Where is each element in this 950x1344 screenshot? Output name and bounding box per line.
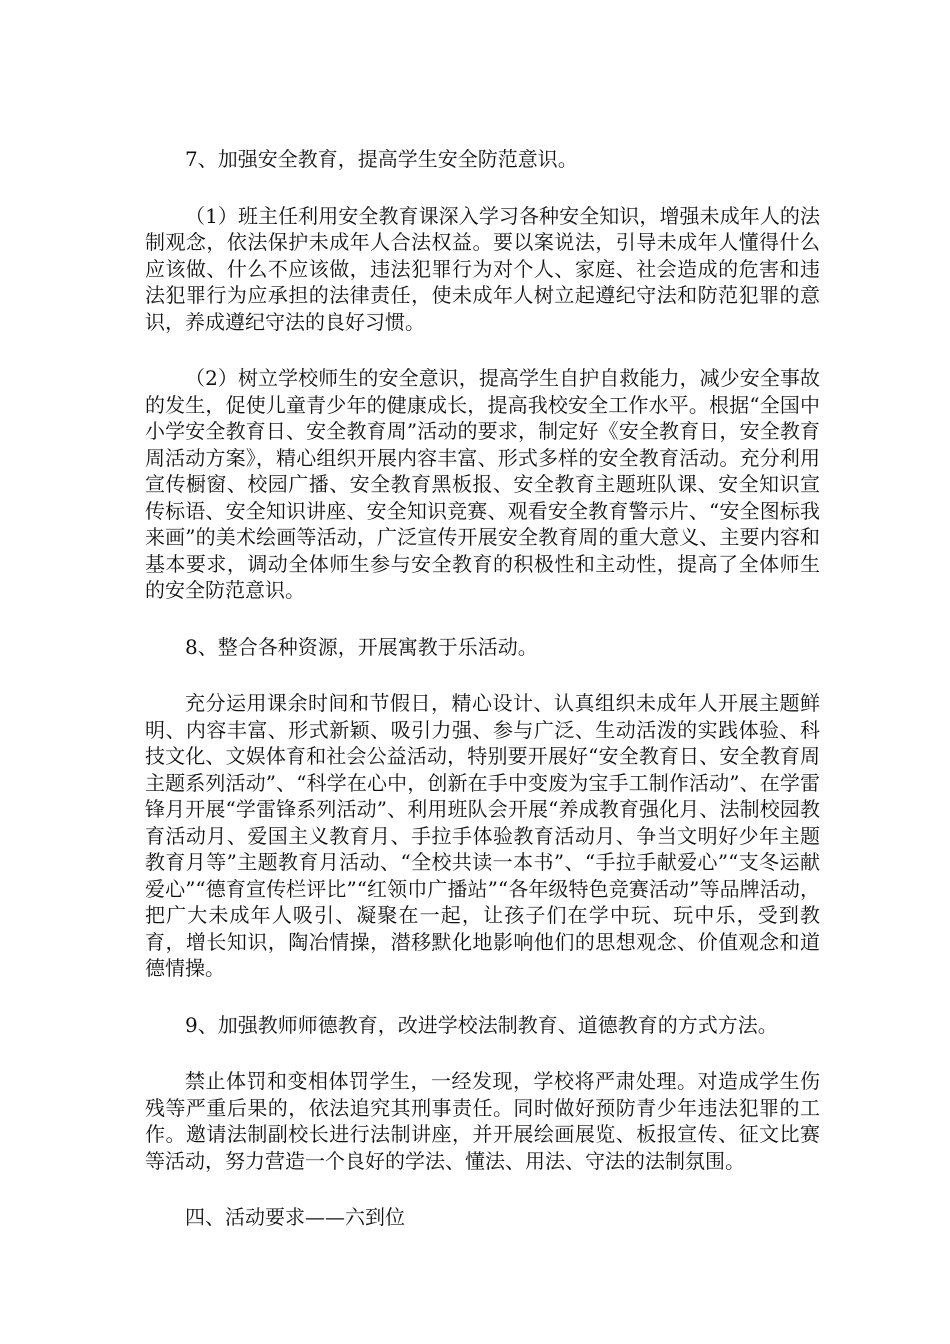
section-heading-8: 8、整合各种资源，开展寓教于乐活动。	[185, 634, 538, 659]
paragraph-9: 禁止体罚和变相体罚学生，一经发现，学校将严肃处理。对造成学生伤残等严重后果的，依法追究其刑事责任。同时做好预防青少年违法犯罪的工作。邀请法制副校长进行法制讲座，并开展绘画展览、板报宣传、征文比赛等活动，努力营造一个良好的学法、懂法、用法、守法的法制氛围。	[145, 1069, 820, 1173]
paragraph-7-1: （1）班主任利用安全教育课深入学习各种安全知识，增强未成年人的法制观念，依法保护未成年人合法权益。要以案说法，引导未成年人懂得什么应该做、什么不应该做，违法犯罪行为对个人、家庭、社会造成的危害和违法犯罪行为应承担的法律责任，使未成年人树立起遵纪守法和防范犯罪的意识，养成遵纪守法的良好习惯。	[145, 203, 820, 334]
section-heading-7: 7、加强安全教育，提高学生安全防范意识。	[185, 147, 578, 171]
document-body	[145, 146, 820, 1261]
paragraph-8: 充分运用课余时间和节假日，精心设计、认真组织未成年人开展主题鲜明、内容丰富、形式新颖、吸引力强、参与广泛、生动活泼的实践体验、科技文化、文娱体育和社会公益活动，特别要开展好“安全教育日、安全教育周主题系列活动”、“科学在心中，创新在手中变废为宝手工制作活动”、在学雷锋月开展“学雷锋系列活动”、利用班队会开展“养成教育强化月、法制校园教育活动月、爱国主义教育月、手拉手体验教育活动月、争当文明好少年主题教育月等”主题教育月活动、“全校共读一本书”、“手拉手献爱心”“支冬运献爱心”“德育宣传栏评比”“红领巾广播站”“各年级特色竞赛活动”等品牌活动，把广大未成年人吸引、凝聚在一起，让孩子们在学中玩、玩中乐，受到教育，增长知识，陶冶情操，潜移默化地影响他们的思想观念、价值观念和道德情操。	[145, 691, 820, 980]
section-heading-4: 四、活动要求——六到位	[185, 1205, 405, 1229]
section-heading-9: 9、加强教师师德教育，改进学校法制教育、道德教育的方式方法。	[185, 1012, 778, 1037]
paragraph-7-2: （2）树立学校师生的安全意识，提高学生自护自救能力，减少安全事故的发生，促使儿童青少年的健康成长，提高我校安全工作水平。根据“全国中小学安全教育日、安全教育周”活动的要求，制定好《安全教育日，安全教育周活动方案》，精心组织开展内容丰富、形式多样的安全教育活动。充分利用宣传橱窗、校园广播、安全教育黑板报、安全教育主题班队课、安全知识宣传标语、安全知识讲座、安全知识竞赛、观看安全教育警示片、“安全图标我来画”的美术绘画等活动，广泛宣传开展安全教育周的重大意义、主要内容和基本要求，调动全体师生参与安全教育的积极性和主动性，提高了全体师生的安全防范意识。	[145, 366, 820, 602]
